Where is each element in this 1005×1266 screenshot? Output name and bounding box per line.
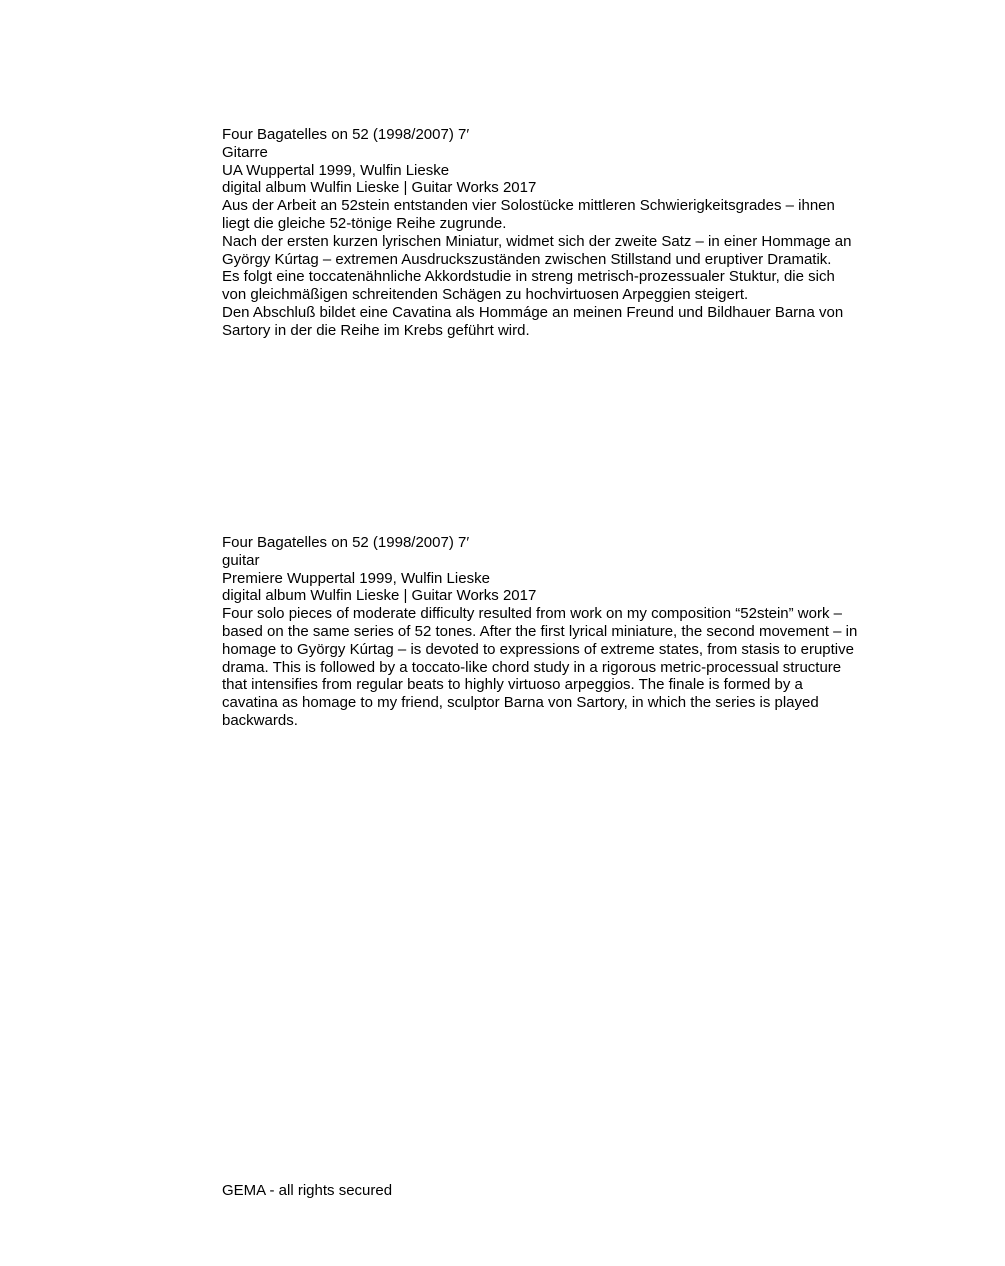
german-section — [222, 126, 862, 340]
description-de-paragraph-4: Den Abschluß bildet eine Cavatina als Hommáge an meinen Freund und Bildhauer Barna von Sartory in der die Reihe im Krebs geführt wird. — [222, 303, 844, 339]
instrument-de: Gitarre — [222, 143, 268, 161]
description-de-paragraph-3: Es folgt eine toccatenähnliche Akkordstudie in streng metrisch-prozessualer Stuktur, die sich von gleichmäßigen schreitenden Schägen zu hochvirtuosen Arpeggien steigert. — [222, 268, 835, 304]
album-de: digital album Wulfin Lieske | Guitar Works 2017 — [222, 179, 537, 197]
description-de-paragraph-2: Nach der ersten kurzen lyrischen Miniatur, widmet sich der zweite Satz – in einer Hommage an György Kúrtag – extremen Ausdruckszuständen zwischen Stillstand und eruptiver Dramatik. — [222, 232, 852, 268]
copyright-footer: GEMA - all rights secured — [222, 1182, 393, 1199]
work-title-en: Four Bagatelles on 52 (1998/2007) 7′ — [222, 534, 470, 551]
english-section — [222, 534, 862, 730]
premiere-de: UA Wuppertal 1999, Wulfin Lieske — [222, 161, 450, 179]
work-title-de: Four Bagatelles on 52 (1998/2007) 7′ — [222, 126, 470, 143]
instrument-en: guitar — [222, 551, 260, 569]
description-en: Four solo pieces of moderate difficulty resulted from work on my composition “52stein” work – based on the same series of 52 tones. After the first lyrical miniature, the second movement – in homage to György Kúrtag – is devoted to expressions of extreme states, from stasis to eruptive drama. This is followed by a toccato-like chord study in a rigorous metric-processual structure that intensifies from regular beats to highly virtuoso arpeggios. The finale is formed by a cavatina as homage to my friend, sculptor Barna von Sartory, in which the series is played backwards. — [222, 605, 858, 729]
album-en: digital album Wulfin Lieske | Guitar Works 2017 — [222, 587, 537, 605]
premiere-en: Premiere Wuppertal 1999, Wulfin Lieske — [222, 569, 490, 587]
description-de-paragraph-1: Aus der Arbeit an 52stein entstanden vier Solostücke mittleren Schwierigkeitsgrades – ihnen liegt die gleiche 52-tönige Reihe zugrunde. — [222, 197, 835, 232]
